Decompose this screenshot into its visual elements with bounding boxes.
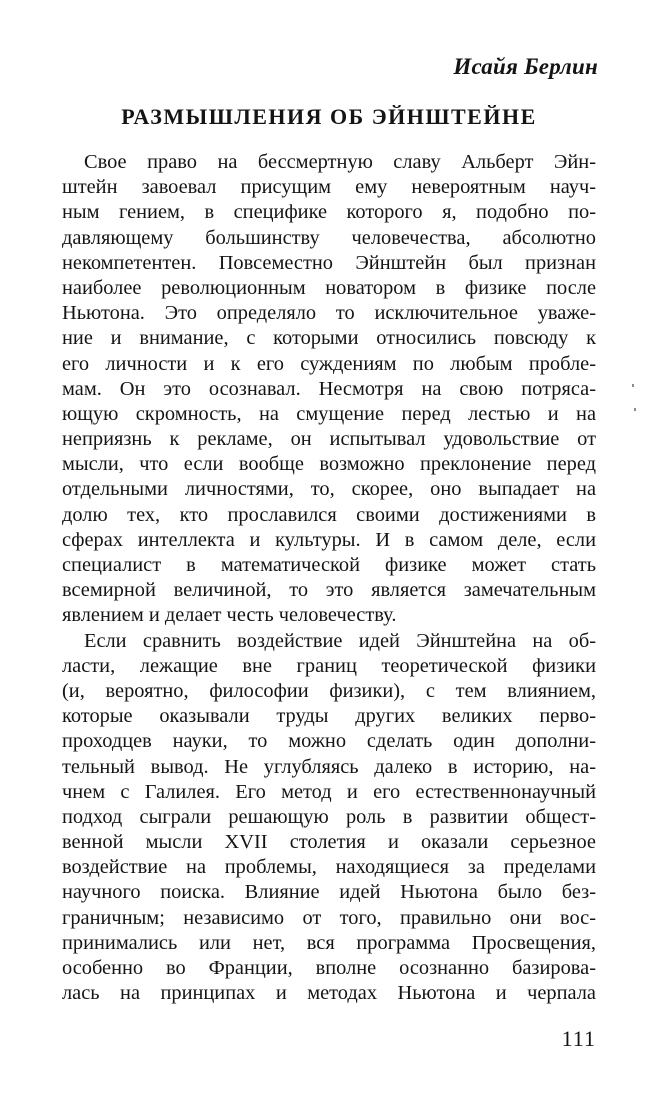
- text-line: граничным; независимо от того, правильно они вос-: [62, 906, 596, 929]
- text-line: Если сравнить воздействие идей Эйнштейна на об-: [84, 629, 596, 652]
- text-line: тельный вывод. Не углубляясь далеко в историю, на-: [62, 755, 596, 778]
- text-line: принимались или нет, вся программа Просвещения,: [62, 931, 596, 954]
- running-head-author: Исайя Берлин: [453, 54, 598, 79]
- text-line: ным гением, в специфике которого я, подобно по-: [62, 201, 596, 224]
- text-line: (и, вероятно, философии физики), с тем влиянием,: [62, 679, 596, 702]
- margin-speck: [634, 408, 636, 411]
- text-line: которые оказывали труды других великих перво-: [62, 705, 596, 728]
- text-line: неприязнь к рекламе, он испытывал удовольствие от: [62, 428, 596, 451]
- text-line: Свое право на бессмертную славу Альберт Эйн-: [84, 151, 596, 173]
- text-line: наиболее революционным новатором в физике после: [62, 276, 596, 299]
- text-line: особенно во Франции, вполне осознанно базирова-: [62, 957, 596, 979]
- text-line: ласти, лежащие вне границ теоретической физики: [62, 654, 596, 677]
- text-line: отдельными личностями, то, скорее, оно выпадает на: [62, 478, 596, 501]
- text-line: всемирной величиной, то это является замечательным: [62, 579, 596, 602]
- text-line: ющую скромность, на смущение перед лестью и на: [62, 402, 596, 425]
- text-line: сферах интеллекта и культуры. И в самом деле, если: [62, 528, 596, 551]
- text-line: лась на принципах и методах Ньютона и черпала: [62, 982, 596, 1005]
- text-line: подход сыграли решающую роль в развитии общест-: [62, 805, 596, 828]
- text-line: явлением и делает честь человечеству.: [62, 604, 397, 627]
- paragraph-1: [62, 150, 596, 629]
- text-line: чнем с Галилея. Его метод и его естественнонаучный: [62, 780, 596, 803]
- body-text: [62, 150, 596, 1006]
- text-line: мам. Он это осознавал. Несмотря на свою потряса-: [62, 377, 596, 400]
- margin-speck: [632, 384, 634, 387]
- text-line: Ньютона. Это определяло то исключительное уваже-: [62, 302, 596, 325]
- text-line: проходцев науки, то можно сделать один дополни-: [62, 730, 596, 753]
- text-line: мысли, что если вообще возможно преклонение перед: [62, 453, 596, 476]
- text-line: его личности и к его суждениям по любым пробле-: [62, 352, 596, 375]
- paragraph-2: [62, 629, 596, 1007]
- text-line: давляющему большинству человечества, абсолютно: [62, 226, 596, 249]
- text-line: некомпетентен. Повсеместно Эйнштейн был признан: [62, 251, 596, 274]
- page-number: 111: [561, 1026, 596, 1051]
- text-line: специалист в математической физике может стать: [62, 554, 596, 576]
- text-line: долю тех, кто прославился своими достижениями в: [62, 503, 596, 526]
- text-line: научного поиска. Влияние идей Ньютона было без-: [62, 881, 596, 904]
- text-line: венной мысли XVII столетия и оказали серьезное: [62, 831, 596, 854]
- text-line: воздействие на проблемы, находящиеся за пределами: [62, 856, 596, 879]
- text-line: ние и внимание, с которыми относились повсюду к: [62, 327, 596, 350]
- chapter-title: РАЗМЫШЛЕНИЯ ОБ ЭЙНШТЕЙНЕ: [121, 104, 537, 129]
- text-line: штейн завоевал присущим ему невероятным науч-: [62, 176, 596, 199]
